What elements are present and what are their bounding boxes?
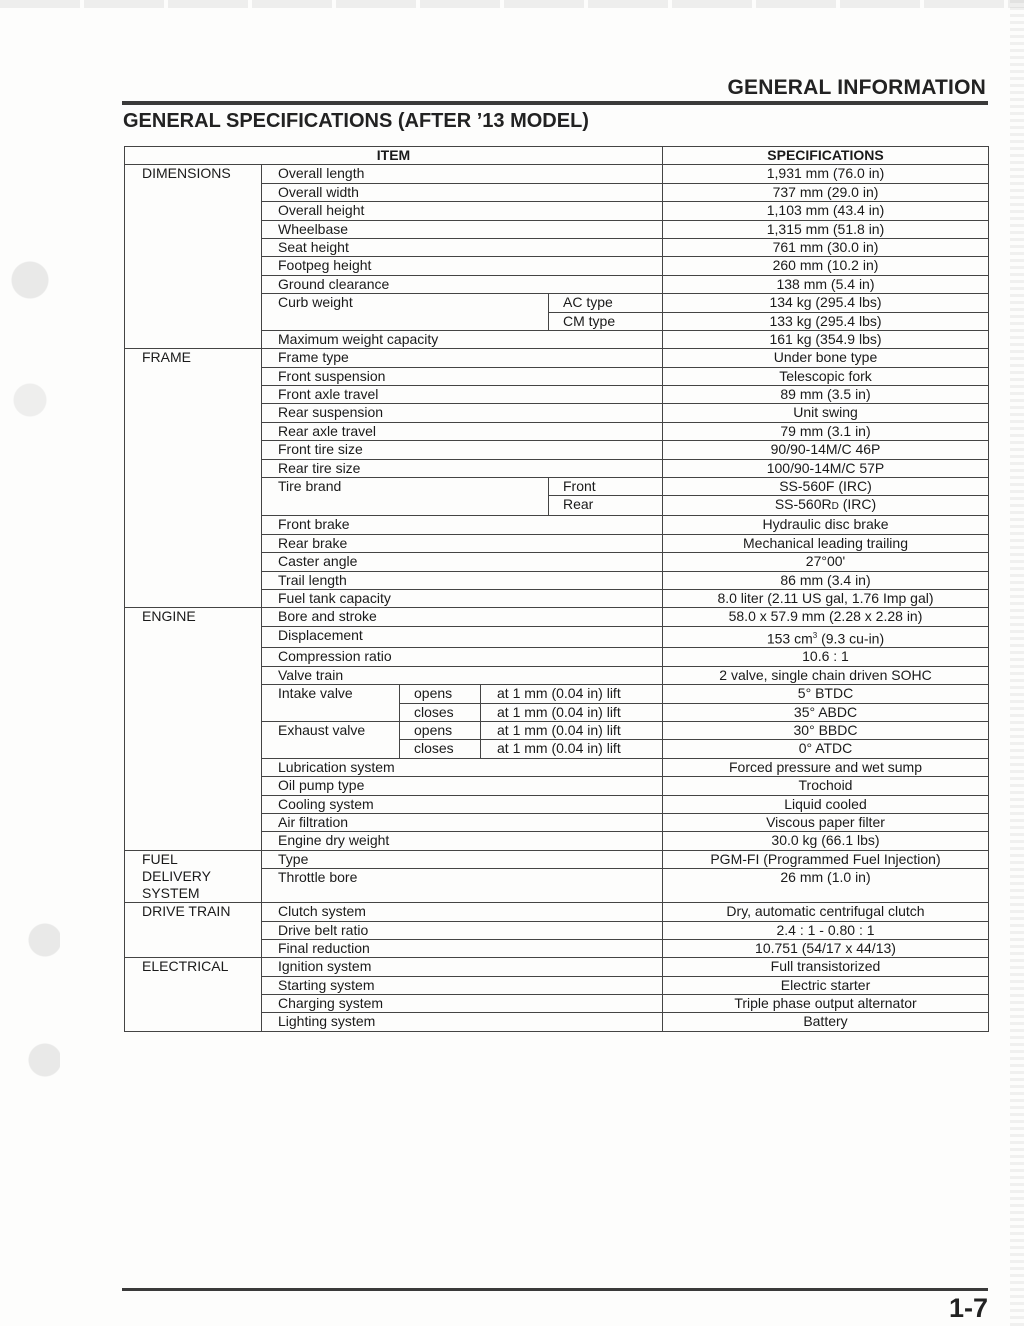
- item-label: Starting system: [262, 976, 663, 994]
- item-label: Frame type: [262, 349, 663, 367]
- item-label: Overall length: [262, 165, 663, 183]
- spec-value: Full transistorized: [663, 958, 989, 976]
- sub-item-label: closes: [400, 740, 481, 758]
- item-label: Charging system: [262, 995, 663, 1013]
- section-title: GENERAL INFORMATION: [727, 76, 986, 99]
- item-label: Trail length: [262, 571, 663, 589]
- header-divider: [122, 101, 988, 105]
- table-row: [125, 958, 989, 976]
- spec-value: 35° ABDC: [663, 703, 989, 721]
- item-label: Rear tire size: [262, 459, 663, 477]
- spec-value: Triple phase output alternator: [663, 995, 989, 1013]
- spec-value: 2 valve, single chain driven SOHC: [663, 666, 989, 684]
- sub-item-label: Front: [549, 478, 663, 496]
- item-label: Displacement: [262, 626, 663, 648]
- spec-value: Telescopic fork: [663, 367, 989, 385]
- table-row: [125, 903, 989, 921]
- item-label: Overall width: [262, 183, 663, 201]
- spec-value: Hydraulic disc brake: [663, 516, 989, 534]
- item-label: Lubrication system: [262, 758, 663, 776]
- spec-value: Electric starter: [663, 976, 989, 994]
- scan-binder-edge: [0, 0, 60, 1326]
- spec-value: Trochoid: [663, 777, 989, 795]
- page-title: GENERAL SPECIFICATIONS (AFTER ’13 MODEL): [123, 110, 589, 132]
- column-header-item: ITEM: [125, 147, 663, 165]
- item-label: Front brake: [262, 516, 663, 534]
- item-label: Exhaust valve: [262, 721, 400, 758]
- item-label: Rear suspension: [262, 404, 663, 422]
- spec-value: 26 mm (1.0 in): [663, 869, 989, 903]
- spec-value: PGM-FI (Programmed Fuel Injection): [663, 850, 989, 868]
- item-label: Drive belt ratio: [262, 921, 663, 939]
- spec-value: 133 kg (295.4 lbs): [663, 312, 989, 330]
- sub-item-label: CM type: [549, 312, 663, 330]
- category-fuel-delivery-system: [125, 850, 262, 902]
- item-label: Seat height: [262, 238, 663, 256]
- spec-value: 79 mm (3.1 in): [663, 422, 989, 440]
- sub-item-label: opens: [400, 721, 481, 739]
- category-label-line: SYSTEM: [142, 884, 200, 901]
- spec-value: 737 mm (29.0 in): [663, 183, 989, 201]
- spec-value: 5° BTDC: [663, 685, 989, 703]
- table-row: [125, 165, 989, 183]
- item-label: Type: [262, 850, 663, 868]
- item-label: Footpeg height: [262, 257, 663, 275]
- spec-value: 8.0 liter (2.11 US gal, 1.76 Imp gal): [663, 589, 989, 607]
- spec-value: 138 mm (5.4 in): [663, 275, 989, 293]
- item-label: Overall height: [262, 202, 663, 220]
- item-label: Bore and stroke: [262, 608, 663, 626]
- spec-value: 134 kg (295.4 lbs): [663, 294, 989, 312]
- item-label: Front tire size: [262, 441, 663, 459]
- spec-value: 1,315 mm (51.8 in): [663, 220, 989, 238]
- item-label: Compression ratio: [262, 648, 663, 666]
- spec-value: 10.6 : 1: [663, 648, 989, 666]
- table-row: [125, 850, 989, 868]
- spec-value: Under bone type: [663, 349, 989, 367]
- category-drive-train: DRIVE TRAIN: [125, 903, 262, 958]
- scan-top-edge: [0, 0, 1024, 8]
- spec-value: 1,103 mm (43.4 in): [663, 202, 989, 220]
- sub-item-label: Rear: [549, 496, 663, 516]
- spec-value: 260 mm (10.2 in): [663, 257, 989, 275]
- spec-value: 0° ATDC: [663, 740, 989, 758]
- category-electrical: ELECTRICAL: [125, 958, 262, 1032]
- item-label: Curb weight: [262, 294, 549, 331]
- spec-value: 2.4 : 1 - 0.80 : 1: [663, 921, 989, 939]
- spec-value: Liquid cooled: [663, 795, 989, 813]
- category-label-line: DELIVERY: [142, 867, 211, 884]
- spec-value: 161 kg (354.9 lbs): [663, 330, 989, 348]
- spec-value: Mechanical leading trailing: [663, 534, 989, 552]
- item-label: Ground clearance: [262, 275, 663, 293]
- table-row: [125, 349, 989, 367]
- category-label-line: FUEL: [142, 850, 178, 867]
- spec-value: 30.0 kg (66.1 lbs): [663, 832, 989, 850]
- spec-value: Viscous paper filter: [663, 813, 989, 831]
- table-row: [125, 608, 989, 626]
- specifications-table: [124, 146, 989, 1032]
- item-label: Cooling system: [262, 795, 663, 813]
- spec-value-main: SS-560R: [774, 496, 832, 513]
- condition-label: at 1 mm (0.04 in) lift: [481, 740, 663, 758]
- category-engine: ENGINE: [125, 608, 262, 850]
- category-dimensions: DIMENSIONS: [125, 165, 262, 349]
- sub-item-label: opens: [400, 685, 481, 703]
- spec-value: 86 mm (3.4 in): [663, 571, 989, 589]
- spec-value: 90/90-14M/C 46P: [663, 441, 989, 459]
- spec-value: 100/90-14M/C 57P: [663, 459, 989, 477]
- table-header-row: [125, 147, 989, 165]
- spec-value: 761 mm (30.0 in): [663, 238, 989, 256]
- spec-value: 89 mm (3.5 in): [663, 386, 989, 404]
- item-label: Front axle travel: [262, 386, 663, 404]
- spec-value: 58.0 x 57.9 mm (2.28 x 2.28 in): [663, 608, 989, 626]
- spec-value-subscript: D: [831, 501, 839, 513]
- item-label: Final reduction: [262, 939, 663, 957]
- item-label: Intake valve: [262, 685, 400, 722]
- spec-value: [663, 626, 989, 648]
- item-label: Wheelbase: [262, 220, 663, 238]
- condition-label: at 1 mm (0.04 in) lift: [481, 685, 663, 703]
- spec-value: 10.751 (54/17 x 44/13): [663, 939, 989, 957]
- item-label: Clutch system: [262, 903, 663, 921]
- sub-item-label: AC type: [549, 294, 663, 312]
- spec-value: Unit swing: [663, 404, 989, 422]
- condition-label: at 1 mm (0.04 in) lift: [481, 703, 663, 721]
- column-header-specifications: SPECIFICATIONS: [663, 147, 989, 165]
- item-label: Tire brand: [262, 478, 549, 516]
- footer-divider: [122, 1288, 988, 1291]
- spec-value: [663, 496, 989, 516]
- scan-right-edge: [1010, 0, 1024, 1326]
- sub-item-label: closes: [400, 703, 481, 721]
- item-label: Valve train: [262, 666, 663, 684]
- item-label: Engine dry weight: [262, 832, 663, 850]
- spec-value: 27°00': [663, 553, 989, 571]
- spec-value: 1,931 mm (76.0 in): [663, 165, 989, 183]
- item-label: Front suspension: [262, 367, 663, 385]
- spec-value-tail: (9.3 cu-in): [817, 630, 885, 647]
- item-label: Oil pump type: [262, 777, 663, 795]
- item-label: Caster angle: [262, 553, 663, 571]
- category-frame: FRAME: [125, 349, 262, 608]
- spec-value: 30° BBDC: [663, 721, 989, 739]
- condition-label: at 1 mm (0.04 in) lift: [481, 721, 663, 739]
- spec-value: Dry, automatic centrifugal clutch: [663, 903, 989, 921]
- spec-value: SS-560F (IRC): [663, 478, 989, 496]
- spec-value: Forced pressure and wet sump: [663, 758, 989, 776]
- spec-value: Battery: [663, 1013, 989, 1031]
- item-label: Throttle bore: [262, 869, 663, 903]
- item-label: Rear axle travel: [262, 422, 663, 440]
- page-number: 1-7: [948, 1293, 988, 1323]
- spec-value-tail: (IRC): [838, 496, 877, 513]
- item-label: Maximum weight capacity: [262, 330, 663, 348]
- item-label: Air filtration: [262, 813, 663, 831]
- item-label: Rear brake: [262, 534, 663, 552]
- item-label: Ignition system: [262, 958, 663, 976]
- item-label: Lighting system: [262, 1013, 663, 1031]
- item-label: Fuel tank capacity: [262, 589, 663, 607]
- spec-value-superscript: 3: [812, 630, 818, 640]
- spec-value-main: 153 cm: [766, 630, 813, 647]
